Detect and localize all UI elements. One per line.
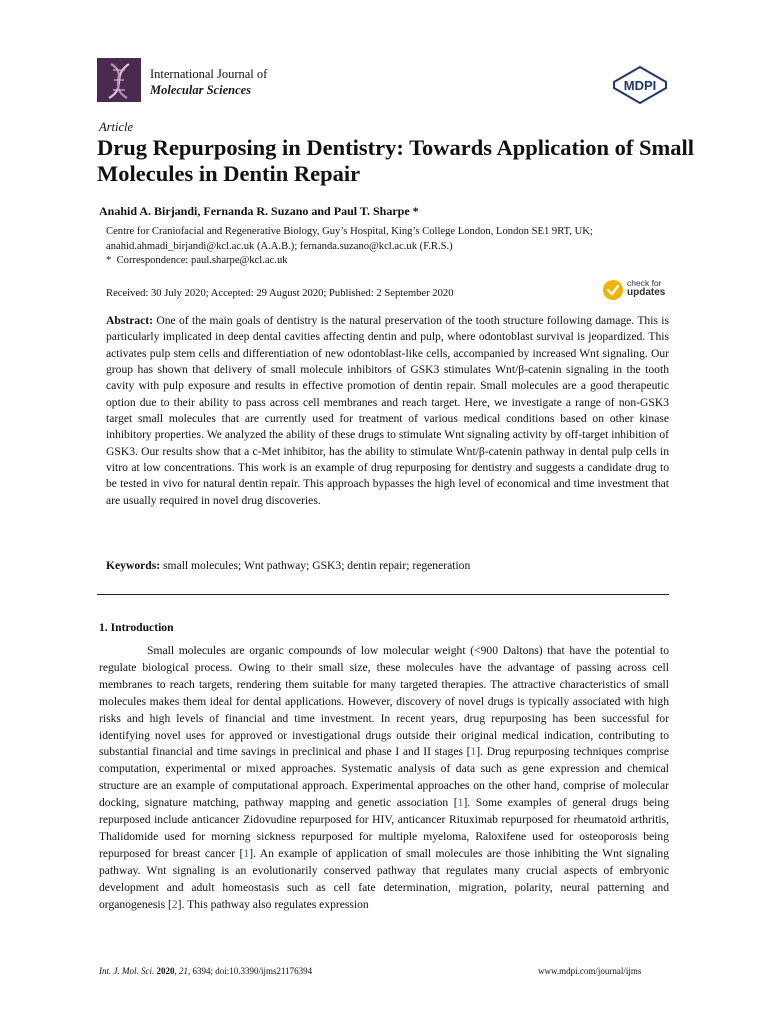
mdpi-logo-icon bbox=[612, 66, 668, 104]
section-heading bbox=[99, 621, 174, 634]
abstract-label: Abstract: bbox=[106, 314, 154, 327]
citation-link[interactable]: 1 bbox=[457, 796, 464, 810]
authors: Anahid A. Birjandi, Fernanda R. Suzano and Paul T. Sharpe * bbox=[99, 204, 419, 218]
intro-text: ]. An example of application of small molecules are those inhibiting the Wnt signaling pathway. Wnt signaling is an evolutionarily conserved pathway that regulates many crucial aspects of embryonic development and adult homeostasis such as cell fate determination, migration, polarity, neural patterning and organogenesis [ bbox=[99, 846, 670, 911]
citation-link[interactable]: 1 bbox=[470, 745, 477, 759]
intro-text: ]. Some examples of general drugs being repurposed include anticancer Zidovudine repurposed for HIV, anticancer Rituximab repurposed for rheumatoid arthritis, Thalidomide used for morning sickness repurposed for multiple myeloma, Raloxifene used for osteoporosis being repurposed for breast cancer [ bbox=[99, 796, 669, 860]
footer-volume: 21 bbox=[179, 966, 188, 976]
keywords-label: Keywords: bbox=[106, 559, 161, 572]
footer-url[interactable]: www.mdpi.com/journal/ijms bbox=[538, 966, 642, 976]
keywords bbox=[106, 559, 669, 572]
affiliation bbox=[106, 224, 681, 254]
section-number: 1. bbox=[99, 621, 108, 634]
footer-citation: Int. J. Mol. Sci. 2020, 21, 6394; doi:10.3390/ijms21176394 bbox=[99, 966, 313, 976]
affiliation-emails: anahid.ahmadi_birjandi@kcl.ac.uk (A.A.B.); fernanda.suzano@kcl.ac.uk (F.R.S.) bbox=[106, 241, 453, 252]
abstract bbox=[106, 313, 669, 509]
correspondence-marker: * bbox=[106, 255, 112, 266]
intro-paragraph bbox=[99, 643, 669, 914]
intro-text: Small molecules are organic compounds of low molecular weight (<900 Daltons) that have the potential to regulate biological process. Owing to their small size, these molecules have the advantage of passing across cell membranes to reach targets, rendering them suitable for many targeted therapies. The attractive characteristics of small molecules makes them ideal for dental applications. However, discovery of novel drugs is typically associated with high risks and high levels of financial and time investment. In recent years, drug repurposing has been successful for identifying novel uses for approved or investigational drugs outside their original medical indication, contributing to substantial financial and time savings in preclinical and phase I and II stages [ bbox=[99, 644, 669, 759]
abstract-text: One of the main goals of dentistry is the natural preservation of the tooth structure following damage. This is particularly implicated in deep dental cavities affecting dentin and pulp, where odontoblast survival is jeopardized. This activates pulp stem cells and differentiation of new odontoblast-like cells, accompanied by increased Wnt signaling. Our group has shown that delivery of small molecule inhibitors of GSK3 stimulates Wnt/β-catenin signaling in the tooth cavity with pulp exposure and results in effective promotion of dentin repair. Small molecules are a good therapeutic option due to their ability to pass across cell membranes and reach target. Here, we investigate a range of non-GSK3 target small molecules that are currently used for treatment of various medical conditions based on other kinase inhibitory properties. We analyzed the ability of these drugs to stimulate Wnt signaling activity by off-target inhibition of GSK3. Our results show that a c-Met inhibitor, has the ability to stimulate Wnt/β-catenin pathway in dental pulp cells in vitro at low concentrations. This work is an example of drug repurposing for dentistry and suggests a candidate drug to be tested in vivo for natural dentin repair. This approach bypasses the high level of economical and time investment that are usually required in novel drug discoveries. bbox=[106, 314, 669, 507]
journal-name-line1: International Journal of bbox=[150, 67, 268, 81]
intro-text: ]. Drug repurposing techniques comprise computation, experimental or mixed approaches. Systematic analysis of data such as gene expression and chemical structure are an example of computational approach. Experimental approaches on the other hand, comprise of molecular docking, signature matching, pathway mapping and genetic association [ bbox=[99, 745, 669, 810]
correspondence-text: Correspondence: paul.sharpe@kcl.ac.uk bbox=[116, 255, 288, 266]
citation-link[interactable]: 1 bbox=[243, 846, 250, 860]
journal-name bbox=[150, 66, 267, 98]
footer-year: 2020 bbox=[156, 966, 175, 976]
publisher-name: MDPI bbox=[623, 78, 657, 93]
footer-journal-abbr: Int. J. Mol. Sci. bbox=[99, 966, 155, 976]
correspondence bbox=[106, 255, 288, 266]
section-title: Introduction bbox=[110, 621, 174, 634]
section-divider bbox=[97, 594, 669, 595]
citation-link[interactable]: 2 bbox=[171, 897, 178, 911]
affiliation-line: Centre for Craniofacial and Regenerative Biology, Guy’s Hospital, King’s College London, London SE1 9RT, UK; bbox=[106, 226, 593, 237]
check-updates-icon bbox=[602, 279, 624, 301]
journal-name-line2: Molecular Sciences bbox=[150, 83, 252, 97]
article-type: Article bbox=[99, 120, 134, 134]
intro-text: ]. This pathway also regulates expression bbox=[177, 897, 369, 911]
footer-doi: 6394; doi:10.3390/ijms21176394 bbox=[192, 966, 313, 976]
introduction-body bbox=[99, 643, 669, 914]
paper-title: Drug Repurposing in Dentistry: Towards Application of Small Molecules in Dentin Repair bbox=[97, 135, 694, 186]
publication-dates: Received: 30 July 2020; Accepted: 29 August 2020; Published: 2 September 2020 bbox=[106, 288, 454, 299]
check-updates-line2: updates bbox=[627, 287, 666, 298]
check-for-updates-badge[interactable] bbox=[602, 276, 672, 304]
keywords-text: small molecules; Wnt pathway; GSK3; dentin repair; regeneration bbox=[163, 559, 471, 572]
journal-logo-icon bbox=[97, 58, 141, 102]
check-updates-line1: check for bbox=[627, 278, 662, 288]
